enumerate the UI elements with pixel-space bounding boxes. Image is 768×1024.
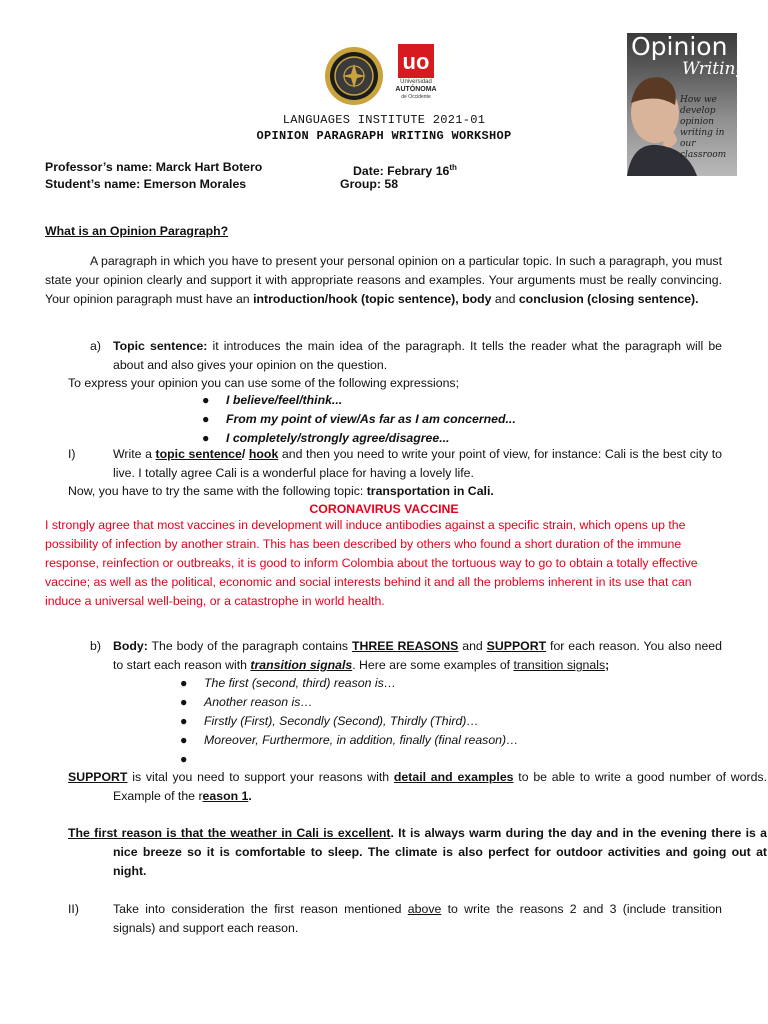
university-name-2: AUTÓNOMA (395, 86, 437, 93)
institute-heading: LANGUAGES INSTITUTE 2021-01 (282, 113, 486, 127)
above-term: above (407, 902, 442, 916)
task1-text-2: and then you need to write your point of view, for instance: Cali is the best city to live. I totally agree Cali is a wonderful place for having a lovely life. (113, 447, 723, 480)
list-item: ● From my point of view/As far as I am concerned... (202, 412, 516, 426)
hook-term: hook (248, 447, 279, 461)
body-text-3: . Here are some examples of (352, 658, 514, 672)
professor-name: Professor’s name: Marck Hart Botero (45, 160, 263, 174)
support-dot: . (248, 789, 252, 803)
opinion-writing-cover-image (627, 32, 747, 176)
university-name: Universidad (400, 79, 432, 85)
section-title: What is an Opinion Paragraph? (45, 224, 229, 238)
body-and: and (458, 639, 487, 653)
task1-paragraph (113, 445, 722, 483)
topic-text: it introduces the main idea of the paragraph. It tells the reader what the paragraph will be about and also gives your opinion on the question. (113, 339, 723, 372)
list-item: ● The first (second, third) reason is… (180, 676, 397, 690)
topic-label: Topic sentence: (113, 339, 208, 353)
university-name-3: de Occidente (401, 94, 431, 100)
transition-signals-term-2: transition signals (513, 658, 606, 672)
list-item: ● Another reason is… (180, 695, 313, 709)
date-text: Date: Febrary 16 (353, 164, 450, 179)
workshop-heading: OPINION PARAGRAPH WRITING WORKSHOP (256, 129, 512, 143)
expressions-list (202, 391, 602, 448)
student-name: Student’s name: Emerson Morales (45, 177, 247, 191)
task1-now-text: Now, you have to try the same with the following topic: (68, 484, 367, 498)
body-text-1: The body of the paragraph contains (147, 639, 352, 653)
list-item: ● I completely/strongly agree/disagree... (202, 431, 450, 445)
university-seal-logo (324, 46, 384, 106)
body-marker: b) (90, 639, 101, 653)
task1-slash: / (241, 447, 246, 461)
example-rest: . It is always warm during the day and in the evening there is a nice breeze so it is comfortable to sleep. The climate is also perfect for outdoor activities and going out at night. (113, 826, 767, 878)
task2-text-1: Take into consideration the first reason mentioned (113, 902, 408, 916)
task1-text-1: Write a (113, 447, 156, 461)
body-semicolon: ; (605, 658, 610, 672)
task1-now-topic: transportation in Cali. (366, 484, 494, 498)
support-text-2: to be able to write a good number of words. Example of the r (113, 770, 768, 803)
answer-title: CORONAVIRUS VACCINE (309, 502, 459, 516)
detail-examples: detail and examples (393, 770, 514, 784)
list-item: ● Moreover, Furthermore, in addition, finally (final reason)… (180, 733, 519, 747)
intro-paragraph (45, 252, 722, 309)
body-label: Body: (113, 639, 148, 653)
support-paragraph (68, 768, 767, 806)
example-underlined: The first reason is that the weather in Cali is excellent (68, 826, 391, 840)
support-label: SUPPORT (68, 770, 128, 784)
answer-text: I strongly agree that most vaccines in development will induce antibodies against a specific strain, which opens up the possibility of infection by another strain. This has been described by others who found a short duration of the immune response, reinfection or outbreaks, it is good to inform Colombia about the tortuous way to go to obtain a totally effective vaccine; as well as the political, economic and social interests behind it and all the problems inherent in its use that can induce a universal well-being, or a catastrophe in world health. (45, 518, 698, 608)
list-item: ● I believe/feel/think... (202, 393, 343, 407)
intro-bold-1: introduction/hook (topic sentence), body (253, 292, 492, 306)
topic-paragraph (113, 337, 722, 375)
intro-bold-2: conclusion (closing sentence). (518, 292, 699, 306)
list-item: ● Firstly (First), Secondly (Second), Thirdly (Third)… (180, 714, 479, 728)
support-text-1: is vital you need to support your reasons with (127, 770, 394, 784)
transition-examples-list (180, 674, 600, 769)
support-term: SUPPORT (486, 639, 547, 653)
list-item: ● (180, 752, 188, 766)
date-suffix: th (449, 163, 457, 172)
task2-text-2: to write the reasons 2 and 3 (include transition signals) and support each reason. (113, 902, 722, 935)
group-field: Group: 58 (340, 177, 399, 191)
topic-marker: a) (90, 339, 101, 353)
university-logo (393, 42, 439, 104)
reason-1: eason 1 (202, 789, 249, 803)
transition-signals-term: transition signals (250, 658, 353, 672)
example-paragraph (68, 824, 767, 881)
svg-text:uo: uo (402, 49, 430, 74)
body-text-2: for each reason. You also need to start each reason with (113, 639, 722, 672)
task2-marker: II) (68, 902, 79, 916)
cover-caption: How we develop opinion writing in our classroom (680, 95, 727, 160)
task1-now (68, 482, 494, 501)
intro-text: A paragraph in which you have to present your personal opinion on a particular topic. In such a paragraph, you must state your opinion clearly and support it with appropriate reasons and examples. Your arguments must be really convincing. Your opinion paragraph must have an (45, 254, 722, 306)
expressions-intro: To express your opinion you can use some of the following expressions; (68, 376, 459, 390)
cover-subtitle: Writing (682, 59, 747, 79)
task2-paragraph (113, 900, 722, 938)
body-paragraph (113, 637, 722, 675)
intro-mid: and (491, 292, 519, 306)
cover-title: Opinion (631, 32, 728, 61)
task1-marker: I) (68, 447, 76, 461)
three-reasons: THREE REASONS (351, 639, 459, 653)
topic-sentence-term: topic sentence (155, 447, 242, 461)
